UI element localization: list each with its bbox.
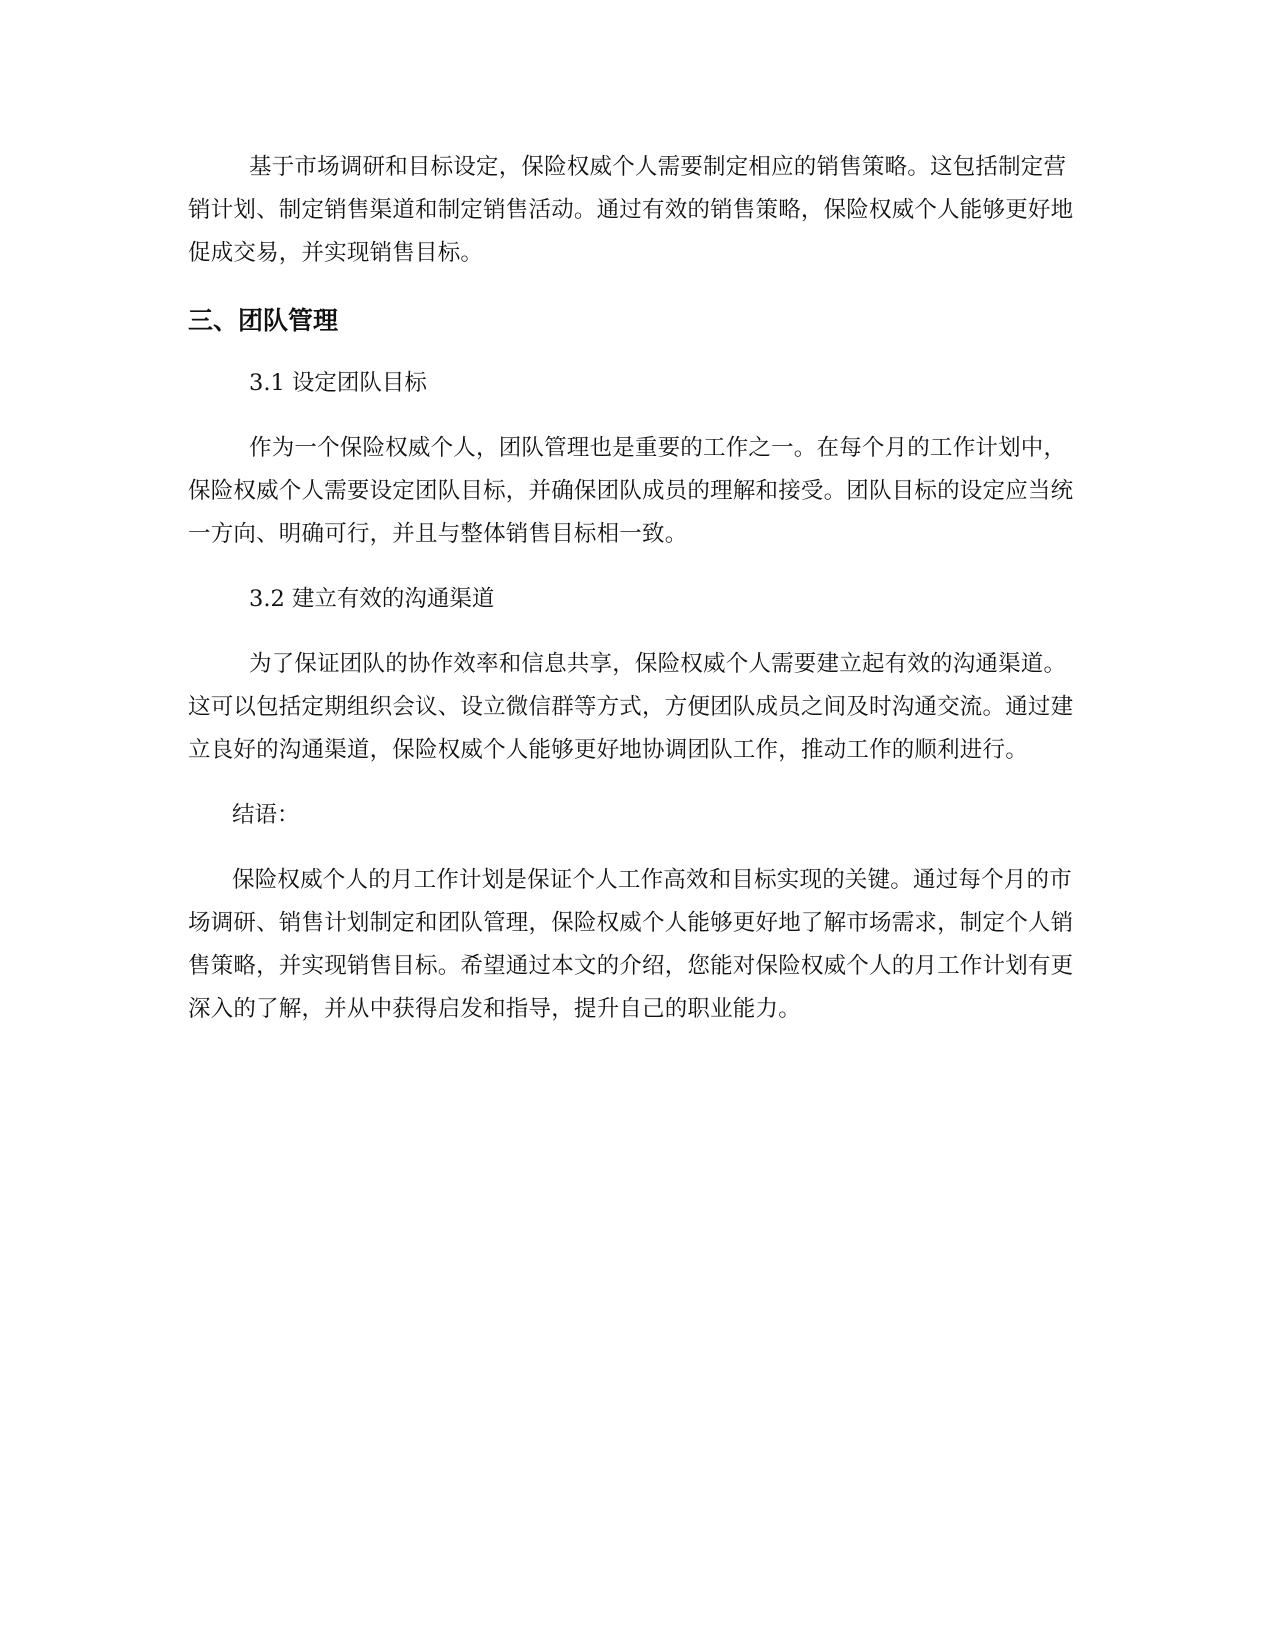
intro-paragraph: 基于市场调研和目标设定，保险权威个人需要制定相应的销售策略。这包括制定营销计划、制定销售渠道和制定销售活动。通过有效的销售策略，保险权威个人能够更好地促成交易，并实现销售目标。 <box>188 154 1074 266</box>
section-heading-team-management: 三、团队管理 <box>188 306 339 335</box>
subsection-title-team-goals: 3.1 设定团队目标 <box>249 370 427 396</box>
conclusion-label: 结语： <box>232 802 300 828</box>
subsection-title-communication: 3.2 建立有效的沟通渠道 <box>249 586 495 612</box>
conclusion-paragraph: 保险权威个人的月工作计划是保证个人工作高效和目标实现的关键。通过每个月的市场调研、销售计划制定和团队管理，保险权威个人能够更好地了解市场需求，制定个人销售策略，并实现销售目标。希望通过本文的介绍，您能对保险权威个人的月工作计划有更深入的了解，并从中获得启发和指导，提升自己的职业能力。 <box>188 867 1074 1022</box>
document-content <box>188 146 1088 1031</box>
team-goals-paragraph: 作为一个保险权威个人，团队管理也是重要的工作之一。在每个月的工作计划中，保险权威个人需要设定团队目标，并确保团队成员的理解和接受。团队目标的设定应当统一方向、明确可行，并且与整体销售目标相一致。 <box>188 435 1074 547</box>
communication-paragraph: 为了保证团队的协作效率和信息共享，保险权威个人需要建立起有效的沟通渠道。这可以包括定期组织会议、设立微信群等方式，方便团队成员之间及时沟通交流。通过建立良好的沟通渠道，保险权威个人能够更好地协调团队工作，推动工作的顺利进行。 <box>188 651 1074 763</box>
